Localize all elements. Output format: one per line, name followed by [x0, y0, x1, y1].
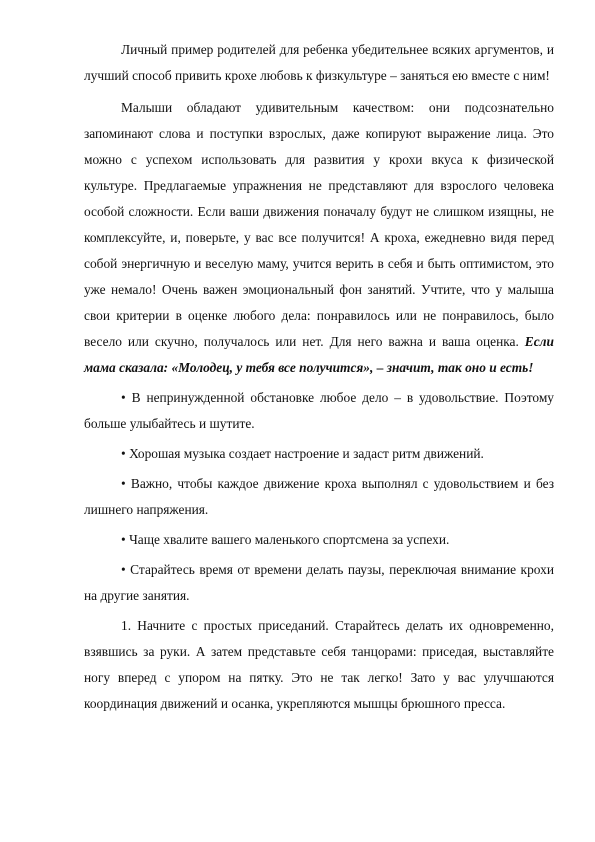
bullet-marker: •	[121, 390, 126, 405]
intro-paragraph	[84, 37, 554, 89]
emphasis-quote: Если мама сказала: «Молодец, у тебя все получится», – значит, так оно и есть!	[84, 334, 554, 375]
bullet-text: В непринужденной обстановке любое дело – в удовольствие. Поэтому больше улыбайтесь и шутите.	[84, 390, 554, 431]
bullet-marker: •	[121, 476, 126, 491]
intro-text: Личный пример родителей для ребенка убедительнее всяких аргументов, и лучший способ привить крохе любовь к физкультуре – заняться ею вместе с ним!	[84, 42, 554, 83]
bullet-marker: •	[121, 532, 126, 547]
bullet-marker: •	[121, 446, 126, 461]
bullet-item	[84, 385, 554, 437]
bullet-item	[84, 441, 554, 467]
bullet-item	[84, 527, 554, 553]
main-paragraph	[84, 95, 554, 381]
bullet-text: Важно, чтобы каждое движение кроха выполнял с удовольствием и без лишнего напряжения.	[84, 476, 554, 517]
bullet-text: Старайтесь время от времени делать паузы, переключая внимание крохи на другие занятия.	[84, 562, 554, 603]
bullet-text: Хорошая музыка создает настроение и задаст ритм движений.	[129, 446, 484, 461]
bullet-item	[84, 471, 554, 523]
exercise-text: Начните с простых приседаний. Старайтесь делать их одновременно, взявшись за руки. А затем представьте себя танцорами: приседая, выставляйте ногу вперед с упором на пятку. Это не так легко! Зато у вас улучшаются координация движений и осанка, укрепляются мышцы брюшного пресса.	[84, 618, 554, 711]
main-text: Малыши обладают удивительным качеством: они подсознательно запоминают слова и поступки взрослых, даже копируют выражение лица. Это можно с успехом использовать для развития у крохи вкуса к физической культуре. Предлагаемые упражнения не представляют для взрослого человека особой сложности. Если ваши движения поначалу будут не слишком изящны, не комплексуйте, и, поверьте, у вас все получится! А кроха, ежедневно видя перед собой энергичную и веселую маму, учится верить в себя и быть оптимистом, это уже немало! Очень важен эмоциональный фон занятий. Учтите, что у малыша свои критерии в оценке любого дела: понравилось или не понравилось, было весело или скучно, получалось или нет. Для него важна и ваша оценка.	[84, 100, 554, 349]
document-page	[84, 37, 554, 717]
bullet-text: Чаще хвалите вашего маленького спортсмена за успехи.	[129, 532, 450, 547]
bullet-item	[84, 557, 554, 609]
bullet-marker: •	[121, 562, 126, 577]
exercise-paragraph	[84, 613, 554, 717]
exercise-number: 1.	[121, 618, 132, 633]
